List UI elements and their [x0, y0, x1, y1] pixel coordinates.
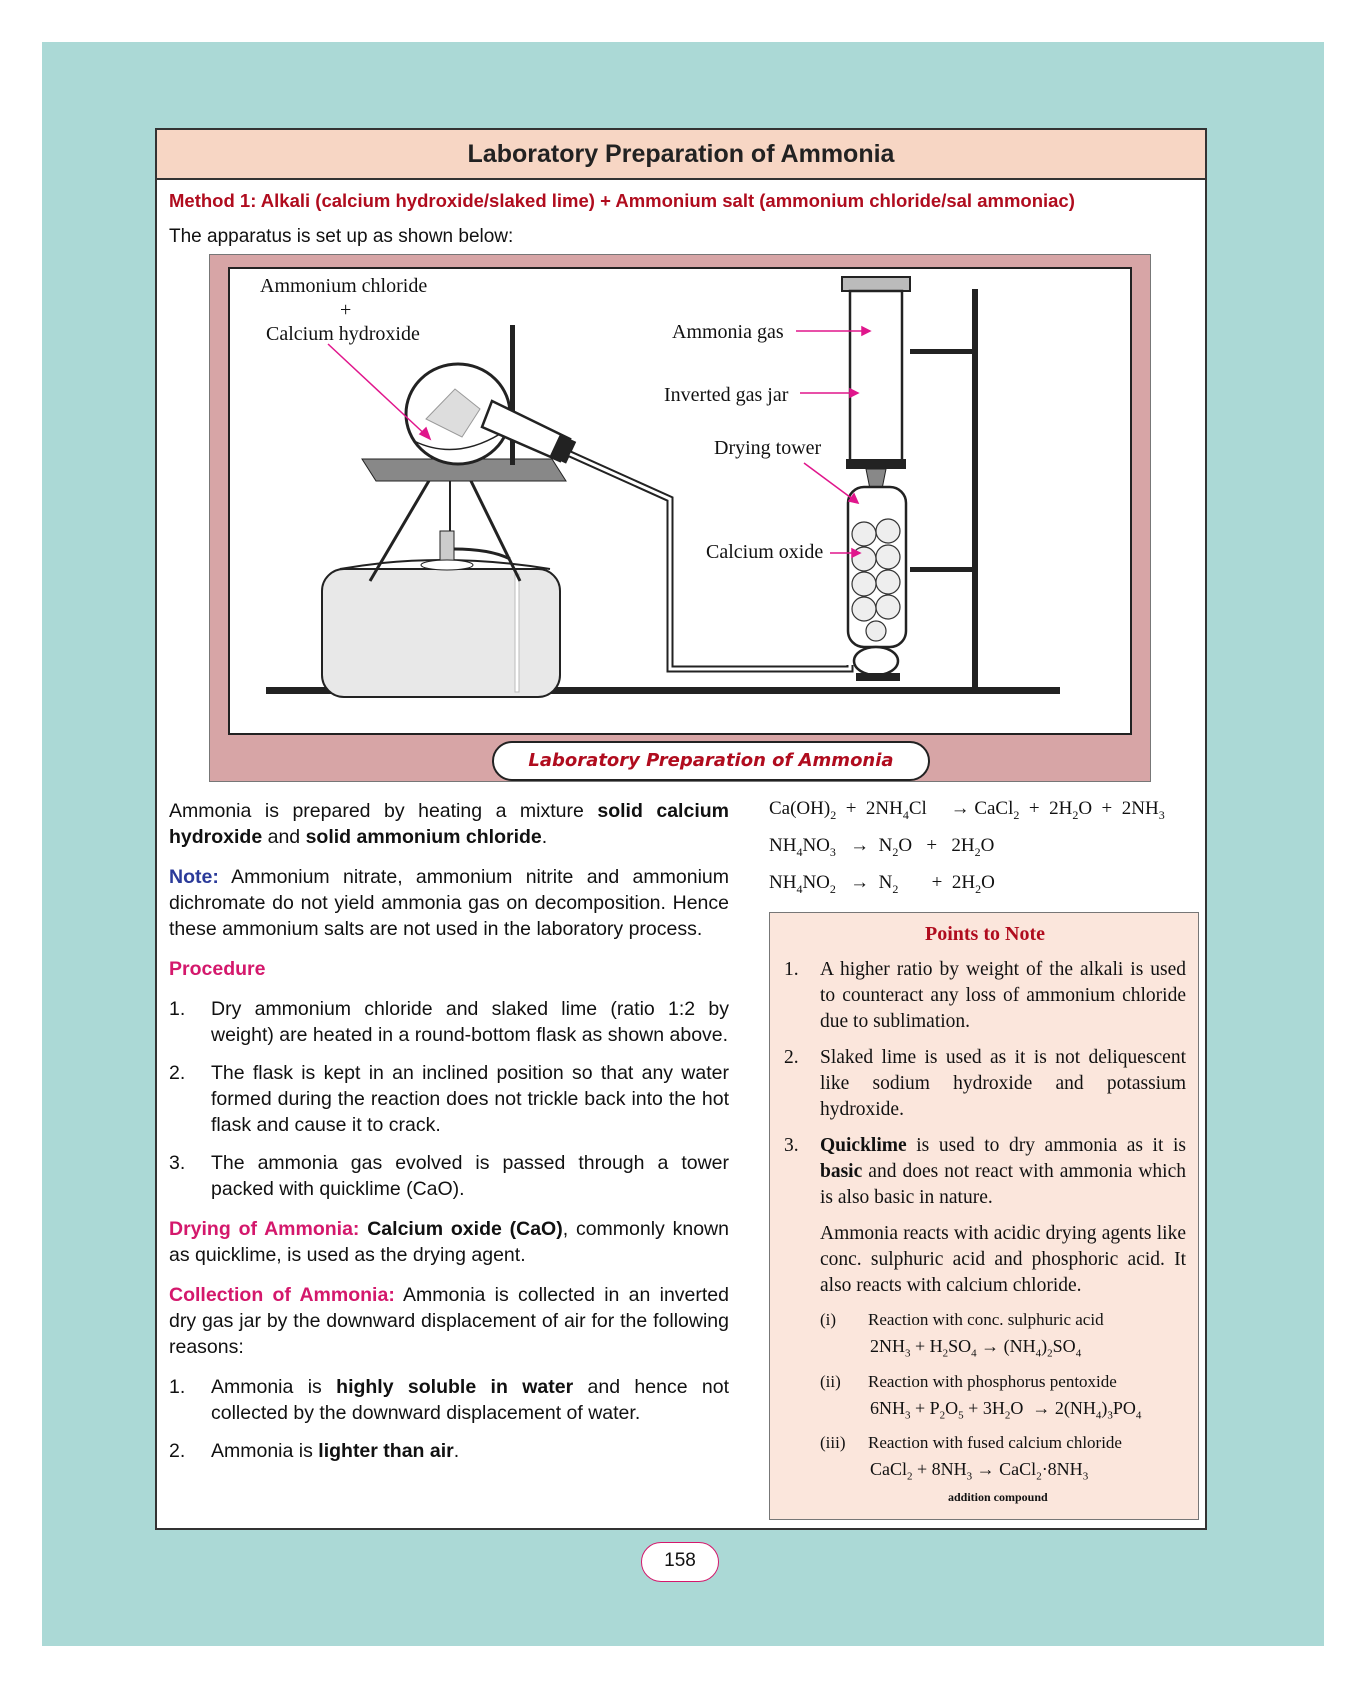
label-calcium-oxide: Calcium oxide [706, 541, 824, 563]
procedure-heading: Procedure [169, 958, 266, 980]
left-column [169, 798, 729, 1478]
intro-paragraph: Ammonia is prepared by heating a mixture solid calcium hydroxide and solid ammonium chloride. [169, 800, 729, 848]
page-number: 158 [641, 1542, 719, 1582]
label-ammonium-chloride: Ammonium chloride [260, 275, 428, 297]
list-item: 3. The ammonia gas evolved is passed through a tower packed with quicklime (CaO). [169, 1152, 729, 1200]
apparatus-diagram [228, 267, 1132, 735]
reactions-list [784, 1309, 1186, 1508]
note-paragraph: Note: Ammonium nitrate, ammonium nitrite and ammonium dichromate do not yield ammonia gas on decomposition. Hence these ammonium salts are not used in the laboratory process. [169, 866, 729, 940]
equation-3: $NH_4NO_2 \to N_2$ + $2H_2O$ [769, 871, 995, 896]
intro-text: The apparatus is set up as shown below: [169, 226, 514, 247]
label-calcium-hydroxide: Calcium hydroxide [266, 323, 420, 345]
reaction-phosphorus: $6NH_3 + P_2O_5 + 3H_2O \to 2(NH_4)_3PO_4$ [870, 1397, 1142, 1422]
list-item: 1. Ammonia is highly soluble in water and hence not collected by the downward displacement of water. [169, 1376, 730, 1424]
equation-1: $Ca(OH)_2 + 2NH_4Cl$ → CaCl$_2$ + $2H_2O + 2NH_3$ [769, 798, 1165, 822]
label-ammonia-gas: Ammonia gas [672, 321, 784, 343]
reasons-list [169, 1374, 729, 1464]
reaction-sulphuric: $2NH_3 + H_2SO_4 \to (NH_4)_2SO_4$ [870, 1336, 1082, 1360]
label-plus: + [340, 299, 352, 321]
right-column [769, 798, 1199, 1504]
list-item: 1. Dry ammonium chloride and slaked lime (ratio 1:2 by weight) are heated in a round-bottom flask as shown above. [169, 998, 729, 1046]
points-heading: Points to Note [925, 923, 1045, 945]
content-page [155, 128, 1207, 1530]
points-to-note-box [769, 912, 1199, 1520]
list-item: (iii) Reaction with fused calcium chloride [820, 1433, 1122, 1453]
page-title: Laboratory Preparation of Ammonia [157, 130, 1205, 180]
addition-compound-label: addition compound [948, 1489, 1048, 1504]
list-item: 2. The flask is kept in an inclined position so that any water formed during the reaction does not trickle back into the hot flask and cause it to crack. [169, 1062, 729, 1136]
list-item: 2. Slaked lime is used as it is not deliquescent like sodium hydroxide and potassium hydroxide. [784, 1047, 1186, 1120]
label-drying-tower: Drying tower [714, 437, 822, 459]
figure-caption: Laboratory Preparation of Ammonia [492, 741, 930, 781]
points-paragraph: Ammonia reacts with acidic drying agents like conc. sulphuric acid and phosphoric acid. It also reacts with calcium chloride. [820, 1223, 1186, 1296]
collection-paragraph: Collection of Ammonia: Ammonia is collected in an inverted dry gas jar by the downward displacement of air for the following reasons: [169, 1284, 729, 1358]
reaction-calcium-chloride: CaCl$_2$ + $8NH_3$ → $CaCl_2\cdot 8NH_3$ [870, 1459, 1089, 1483]
drying-paragraph: Drying of Ammonia: Calcium oxide (CaO), commonly known as quicklime, is used as the drying agent. [169, 1218, 729, 1266]
label-inverted-gas-jar: Inverted gas jar [664, 384, 789, 406]
equation-2: $NH_4NO_3 \to N_2O + 2H_2O$ [769, 834, 995, 859]
figure-frame [209, 254, 1151, 782]
list-item: 1. A higher ratio by weight of the alkali is used to counteract any loss of ammonium chloride due to sublimation. [784, 959, 1186, 1032]
method-heading: Method 1: Alkali (calcium hydroxide/slaked lime) + Ammonium salt (ammonium chloride/sal ammoniac) [169, 190, 1075, 211]
list-item: (i) Reaction with conc. sulphuric acid [820, 1310, 1104, 1329]
list-item: (ii) Reaction with phosphorus pentoxide [820, 1371, 1117, 1391]
list-item: 2. Ammonia is lighter than air. [169, 1440, 460, 1462]
list-item: 3. Quicklime is used to dry ammonia as it is basic and does not react with ammonia which is also basic in nature. [784, 1135, 1186, 1208]
procedure-list [169, 996, 729, 1202]
